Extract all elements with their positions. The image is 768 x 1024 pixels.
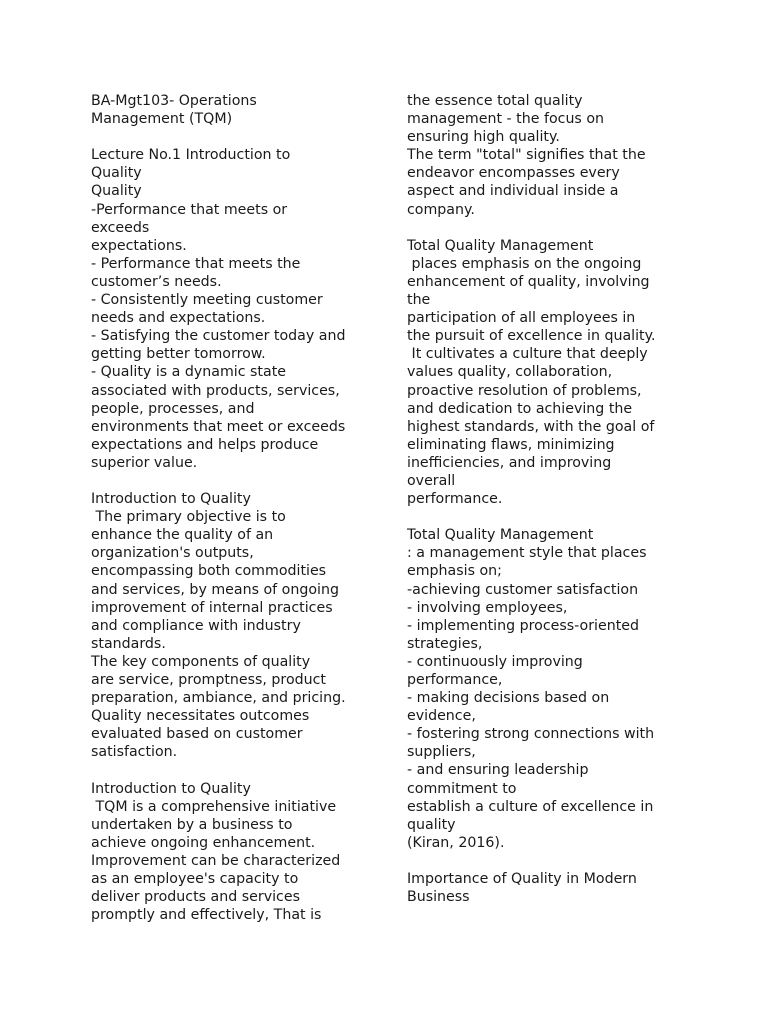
text-line: - continuously improving — [407, 653, 583, 670]
text-line: Management (TQM) — [91, 111, 233, 128]
text-line: quality — [407, 816, 456, 833]
text-line: places emphasis on the ongoing — [407, 255, 642, 272]
text-line: standards. — [91, 635, 166, 652]
text-line: the essence total quality — [407, 93, 583, 109]
text-line: the pursuit of excellence in quality. — [407, 328, 656, 345]
text-line: It cultivates a culture that deeply — [407, 346, 648, 363]
text-line: and compliance with industry — [91, 617, 301, 634]
text-line: as an employee's capacity to — [91, 871, 299, 888]
text-line: preparation, ambiance, and pricing. — [91, 690, 346, 707]
text-line: TQM is a comprehensive initiative — [91, 798, 337, 815]
text-line: - making decisions based on — [407, 690, 610, 707]
text-line: proactive resolution of problems, — [407, 382, 642, 399]
text-line: customer’s needs. — [91, 273, 222, 290]
text-line: Introduction to Quality — [91, 491, 251, 508]
text-line: Quality — [91, 183, 142, 200]
text-line: ensuring high quality. — [407, 129, 560, 146]
text-line — [91, 761, 377, 779]
text-line: Improvement can be characterized — [91, 852, 341, 869]
text-line: people, processes, and — [91, 400, 255, 417]
text-line: overall — [407, 472, 456, 489]
text-line: - Consistently meeting customer — [91, 292, 323, 309]
text-line: environments that meet or exceeds — [91, 418, 346, 435]
text-line: enhancement of quality, involving — [407, 273, 650, 290]
text-line: encompassing both commodities — [91, 563, 327, 580]
text-line: - Performance that meets the — [91, 255, 301, 272]
text-line: -achieving customer satisfaction — [407, 581, 639, 598]
text-line — [407, 219, 693, 237]
text-line: The primary objective is to — [91, 509, 286, 526]
text-line: exceeds — [91, 219, 150, 236]
text-line: management - the focus on — [407, 111, 605, 128]
text-line: improvement of internal practices — [91, 599, 333, 616]
text-line: suppliers, — [407, 744, 476, 761]
text-line: strategies, — [407, 635, 483, 652]
text-line: : a management style that places — [407, 545, 647, 562]
text-line: deliver products and services — [91, 889, 300, 906]
text-line — [407, 852, 693, 870]
text-line: needs and expectations. — [91, 310, 266, 327]
text-line: Lecture No.1 Introduction to — [91, 147, 291, 164]
text-line: values quality, collaboration, — [407, 364, 613, 381]
text-line: participation of all employees in — [407, 310, 636, 327]
text-line: - Satisfying the customer today and — [91, 328, 346, 345]
text-line: superior value. — [91, 454, 198, 471]
text-line: - involving employees, — [407, 599, 568, 616]
text-line: endeavor encompasses every — [407, 165, 620, 182]
text-line: (Kiran, 2016). — [407, 834, 505, 851]
text-line: BA-Mgt103- Operations — [91, 93, 257, 109]
text-line — [91, 128, 377, 146]
text-line: Total Quality Management — [407, 527, 594, 544]
text-line: The term "total" signifies that the — [407, 147, 646, 164]
text-line: expectations. — [91, 237, 187, 254]
left-column — [91, 92, 377, 924]
text-line: emphasis on; — [407, 563, 502, 580]
text-line: eliminating flaws, minimizing — [407, 436, 615, 453]
text-line: evaluated based on customer — [91, 726, 303, 743]
text-line: Quality necessitates outcomes — [91, 708, 310, 725]
text-line: undertaken by a business to — [91, 816, 293, 833]
text-line: satisfaction. — [91, 744, 178, 761]
text-line: - fostering strong connections with — [407, 726, 655, 743]
text-line: promptly and effectively, That is — [91, 907, 322, 924]
text-line: performance, — [407, 672, 503, 688]
text-line: inefficiencies, and improving — [407, 454, 612, 471]
text-line: - and ensuring leadership — [407, 762, 589, 779]
text-line: highest standards, with the goal of — [407, 418, 655, 435]
text-line: Importance of Quality in Modern — [407, 871, 637, 888]
text-line: The key components of quality — [91, 653, 311, 670]
text-line: and dedication to achieving the — [407, 400, 633, 417]
text-line: establish a culture of excellence in — [407, 798, 654, 815]
text-line: -Performance that meets or — [91, 201, 288, 218]
text-line: Business — [407, 889, 470, 906]
text-line — [407, 508, 693, 526]
text-line: Quality — [91, 165, 142, 182]
text-line: - Quality is a dynamic state — [91, 364, 286, 381]
text-line — [91, 472, 377, 490]
text-line: enhance the quality of an — [91, 527, 274, 544]
text-line: aspect and individual inside a — [407, 183, 619, 200]
text-line: getting better tomorrow. — [91, 346, 266, 363]
text-line: evidence, — [407, 708, 476, 725]
right-column — [407, 92, 693, 906]
text-line: - implementing process-oriented — [407, 617, 639, 634]
text-line: Introduction to Quality — [91, 780, 251, 797]
text-line: commitment to — [407, 780, 517, 797]
text-line: company. — [407, 201, 475, 218]
text-line: the — [407, 292, 431, 309]
text-line: and services, by means of ongoing — [91, 581, 339, 598]
text-line: organization's outputs, — [91, 545, 254, 562]
text-line: are service, promptness, product — [91, 672, 326, 688]
text-line: Total Quality Management — [407, 237, 594, 254]
text-line: associated with products, services, — [91, 382, 340, 399]
text-line: achieve ongoing enhancement. — [91, 834, 316, 851]
text-line: performance. — [407, 491, 503, 508]
text-line: expectations and helps produce — [91, 436, 319, 453]
